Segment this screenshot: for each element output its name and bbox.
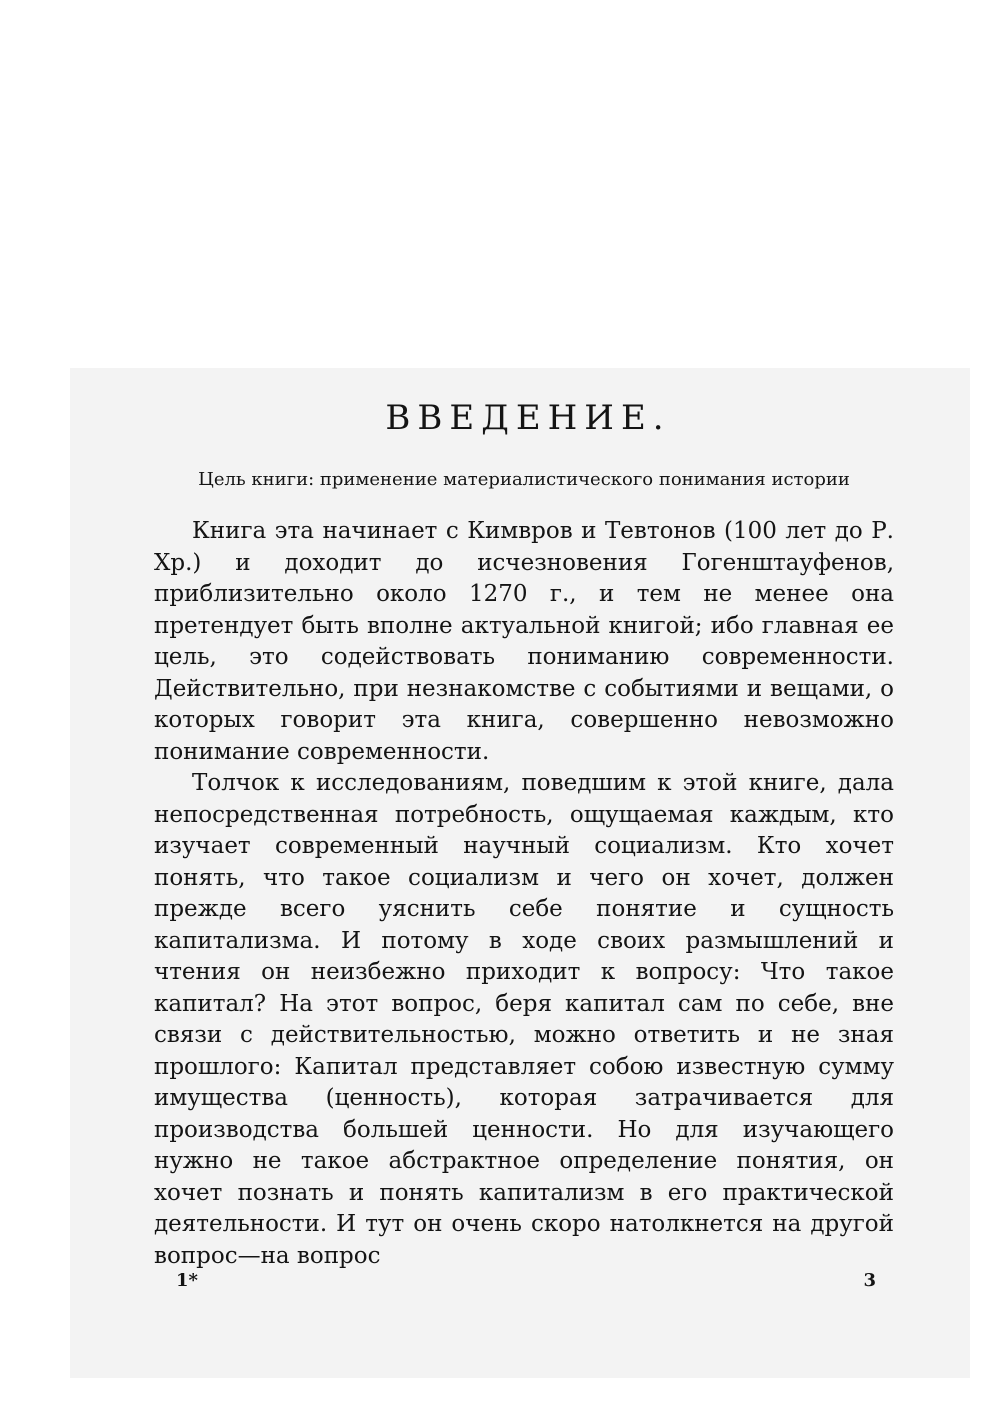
body-text [154,516,894,1272]
signature-mark: 1* [176,1270,198,1291]
paragraph: Толчок к исследованиям, поведшим к этой книге, дала непосредственная потребность, ощущаемая каждым, кто изучает современный научный социализм. Кто хочет понять, что такое социализм и чего он хочет, должен прежде всего уяснить себе понятие и сущность капитализма. И потому в ходе своих размышлений и чтения он неизбежно приходит к вопросу: Что такое капитал? На этот вопрос, беря капитал сам по себе, вне связи с действительностью, можно ответить и не зная прошлого: Капитал представляет собою известную сумму имущества (ценность), которая затрачивается для производства большей ценности. Но для изучающего нужно не такое абстрактное определение понятия, он хочет познать и понять капитализм в его практической деятельности. И тут он очень скоро натолкнется на другой вопрос—на вопрос [154,770,894,1269]
chapter-subtitle: Цель книги: применение материалистического понимания истории [198,469,850,490]
chapter-title: ВВЕДЕНИЕ. [385,398,671,438]
paragraph: Книга эта начинает с Кимвров и Тевтонов (100 лет до Р. Хр.) и доходит до исчезновения Гогенштауфенов, приблизительно около 1270 г., и тем не менее она претендует быть вполне актуальной книгой; ибо главная ее цель, это содействовать пониманию современности. Действительно, при незнакомстве с событиями и вещами, о которых говорит эта книга, совершенно невозможно понимание современности. [154,518,894,765]
page-number: 3 [863,1270,876,1291]
page-content [154,398,894,1272]
